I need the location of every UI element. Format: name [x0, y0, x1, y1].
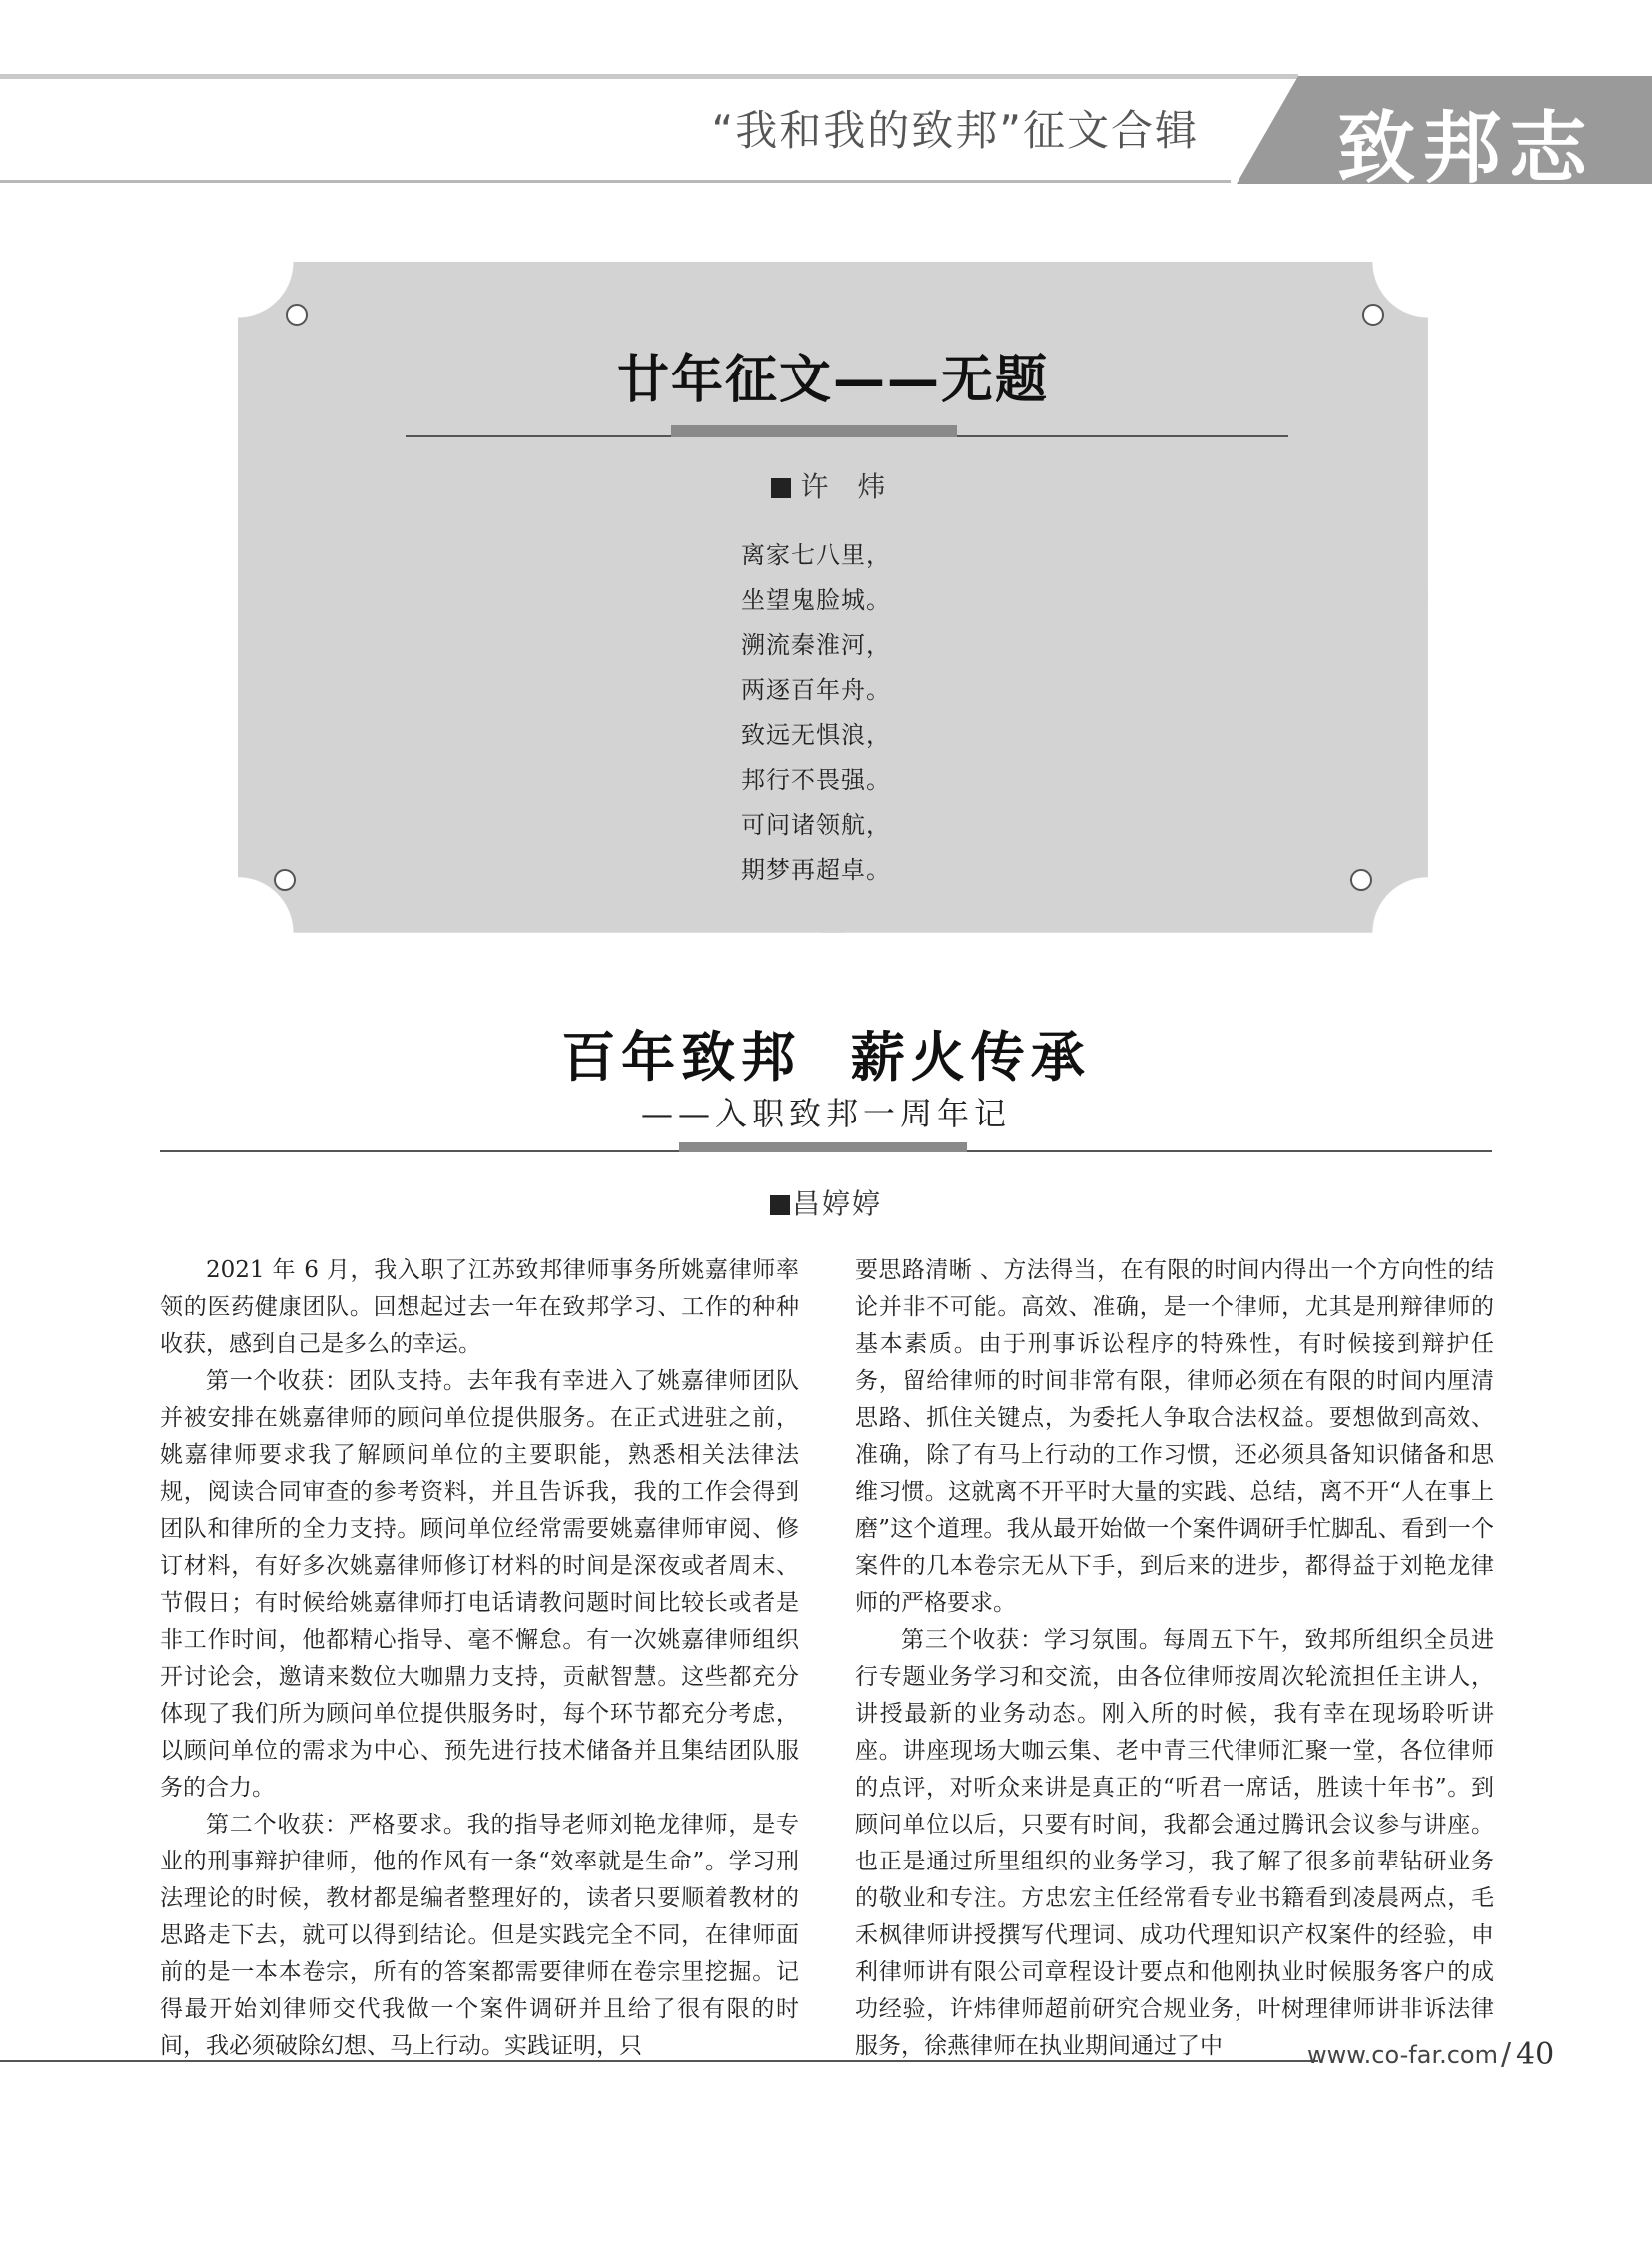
article-paragraph: 要思路清晰 、方法得当，在有限的时间内得出一个方向性的结论并非不可能。高效、准确，是一个律师，尤其是刑辩律师的基本素质。由于刑事诉讼程序的特殊性，有时候接到辩护任务，留给律师的时间非常有限，律师必须在有限的时间内厘清思路、抓住关键点，为委托人争取合法权益。要想做到高效、准确，除了有马上行动的工作习惯，还必须具备知识储备和思维习惯。这就离不开平时大量的实践、总结，离不开“人在事上磨”这个道理。我从最开始做一个案件调研手忙脚乱、看到一个案件的几本卷宗无从下手，到后来的进步，都得益于刘艳龙律师的严格要求。 [855, 1257, 1494, 1616]
magazine-logo: 致邦志 [1336, 103, 1595, 194]
article-author-name: 昌婷婷 [791, 1187, 882, 1220]
poem-line: 溯流秦淮河， [741, 631, 891, 659]
footer-url: www.co-far.com [1306, 2041, 1498, 2069]
pin-bottom-left-icon [274, 869, 296, 891]
poem-title: 廿年征文——无题 [616, 351, 1049, 410]
poem-title-rule-bar [671, 425, 957, 437]
header-top-rule [0, 74, 1298, 79]
poem-line: 坐望鬼脸城。 [741, 586, 891, 614]
poem-line: 离家七八里， [741, 541, 891, 569]
poem-author [238, 465, 1428, 505]
pin-top-left-icon [286, 304, 308, 326]
article-paragraph: 2021 年 6 月，我入职了江苏致邦律师事务所姚嘉律师率领的医药健康团队。回想起过去一年在致邦学习、工作的种种收获，感到自己是多么的幸运。 [160, 1257, 799, 1357]
poem-body [741, 533, 1001, 893]
poem-line: 邦行不畏强。 [741, 766, 891, 794]
header-bottom-rule [0, 180, 1231, 183]
author-square-icon [771, 478, 791, 498]
series-title: “我和我的致邦”征文合辑 [711, 106, 1199, 155]
article-column-right [855, 1252, 1494, 2065]
article-paragraph: 第二个收获：严格要求。我的指导老师刘艳龙律师，是专业的刑事辩护律师，他的作风有一条“效率就是生命”。学习刑法理论的时候，教材都是编者整理好的，读者只要顺着教材的思路走下去，就可以得到结论。但是实践完全不同，在律师面前的是一本本卷宗，所有的答案都需要律师在卷宗里挖掘。记得最开始刘律师交代我做一个案件调研并且给了很有限的时间，我必须破除幻想、马上行动。实践证明，只 [160, 1812, 799, 2059]
article-column-left [160, 1252, 799, 2065]
poem-line: 两逐百年舟。 [741, 676, 891, 704]
footer-rule [0, 2060, 1318, 2062]
pin-bottom-right-icon [1350, 869, 1372, 891]
article-subtitle: ——入职致邦一周年记 [640, 1095, 1011, 1132]
article-paragraph: 第三个收获：学习氛围。每周五下午，致邦所组织全员进行专题业务学习和交流，由各位律师按周次轮流担任主讲人，讲授最新的业务动态。刚入所的时候，我有幸在现场聆听讲座。讲座现场大咖云集、老中青三代律师汇聚一堂，各位律师的点评，对听众来讲是真正的“听君一席话，胜读十年书”。到顾问单位以后，只要有时间，我都会通过腾讯会议参与讲座。也正是通过所里组织的业务学习，我了解了很多前辈钻研业务的敬业和专注。方忠宏主任经常看专业书籍看到凌晨两点，毛禾枫律师讲授撰写代理词、成功代理知识产权案件的经验，申利律师讲有限公司章程设计要点和他刚执业时候服务客户的成功经验，许炜律师超前研究合规业务，叶树理律师讲非诉法律服务，徐燕律师在执业期间通过了中 [855, 1627, 1494, 2059]
article-title-rule-bar [679, 1142, 967, 1152]
poem-line: 致远无惧浪， [741, 721, 891, 749]
article-paragraph: 第一个收获：团队支持。去年我有幸进入了姚嘉律师团队并被安排在姚嘉律师的顾问单位提供服务。在正式进驻之前，姚嘉律师要求我了解顾问单位的主要职能，熟悉相关法律法规，阅读合同审查的参考资料，并且告诉我，我的工作会得到团队和律所的全力支持。顾问单位经常需要姚嘉律师审阅、修订材料，有好多次姚嘉律师修订材料的时间是深夜或者周末、节假日；有时候给姚嘉律师打电话请教问题时间比较长或者是非工作时间，他都精心指导、毫不懈怠。有一次姚嘉律师组织开讨论会，邀请来数位大咖鼎力支持，贡献智慧。这些都充分体现了我们所为顾问单位提供服务时，每个环节都充分考虑，以顾问单位的需求为中心、预先进行技术储备并且集结团队服务的合力。 [160, 1368, 799, 1801]
author-square-icon [770, 1195, 790, 1215]
pin-top-right-icon [1362, 304, 1384, 326]
page-number: 40 [1516, 2037, 1555, 2072]
poem-line: 期梦再超卓。 [741, 856, 891, 884]
footer-separator: / [1501, 2037, 1512, 2072]
poem-author-name: 许 炜 [800, 470, 896, 503]
poem-line: 可问诸领航， [741, 811, 891, 839]
article-author [160, 1182, 1492, 1222]
article-title: 百年致邦 薪火传承 [561, 1025, 1091, 1089]
